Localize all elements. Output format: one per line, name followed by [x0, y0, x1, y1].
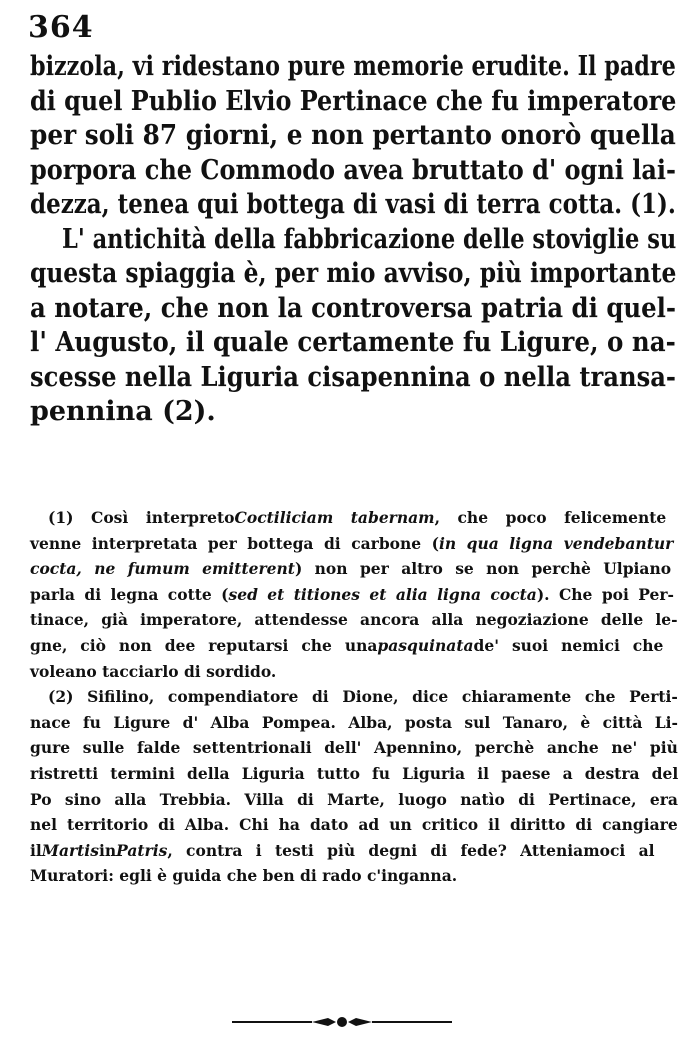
footnote-1-line: parla di legna cotte (sed et titiones et alia ligna cocta). Che poi Per-: [30, 584, 674, 604]
text-line: L' antichità della fabbricazione delle stoviglie su: [62, 223, 677, 255]
footnote-1-line: tinace, già imperatore, attendesse ancora alla negoziazione delle le-: [30, 610, 678, 630]
footnote-1-line: venne interpretata per bottega di carbone (in qua ligna vendebantur: [30, 533, 674, 553]
footnote-2-line: Po sino alla Trebbia. Villa di Marte, luogo natìo di Pertinace, era: [30, 789, 678, 809]
footnote-1-line: voleano tacciarlo di sordido.: [30, 661, 277, 681]
text-line: per soli 87 giorni, e non pertanto onorò quella: [30, 120, 676, 151]
footnote-2-line: ilMartisinPatris, contra i testi più degni di fede? Atteniamoci al: [30, 840, 655, 860]
text-line: bizzola, vi ridestano pure memorie erudite. Il padre: [30, 51, 676, 82]
main-text: [30, 50, 676, 430]
footnote-2-line: nace fu Ligure d' Alba Pompea. Alba, posta sul Tanaro, è città Li-: [30, 712, 678, 732]
footnotes: [30, 505, 678, 889]
footnote-1-line: cocta, ne fumum emitterent) non per altro se non perchè Ulpiano: [30, 559, 672, 579]
footnote-2-line: gure sulle falde settentrionali dell' Apennino, perchè anche ne' più: [30, 738, 678, 758]
footnote-2-line: Muratori: egli è guida che ben di rado c'inganna.: [30, 866, 458, 886]
text-line: porpora che Commodo avea bruttato d' ogni lai-: [30, 154, 676, 186]
footnote-2-line: nel territorio di Alba. Chi ha dato ad un critico il diritto di cangiare: [30, 815, 678, 835]
text-line: dezza, tenea qui bottega di vasi di terra cotta. (1).: [30, 189, 676, 220]
page-number: 364: [28, 10, 94, 45]
footnote-2-line: ristretti termini della Liguria tutto fu Liguria il paese a destra del: [30, 763, 679, 783]
text-line: l' Augusto, il quale certamente fu Ligure, o na-: [30, 327, 676, 358]
footnote-2-line: (2) Sifilino, compendiatore di Dione, dice chiaramente che Perti-: [48, 687, 678, 707]
text-line: a notare, che non la controversa patria di quel-: [30, 292, 677, 324]
footnote-1-line: (1) Così interpretoCoctiliciam tabernam, che poco felicemente: [48, 508, 667, 527]
text-line: scesse nella Liguria cisapennina o nella transa-: [30, 361, 676, 393]
text-line: pennina (2).: [30, 396, 216, 427]
text-line: di quel Publio Elvio Pertinace che fu imperatore: [30, 85, 677, 117]
text-line: questa spiaggia è, per mio avviso, più importante: [30, 258, 677, 289]
tailpiece-ornament: [232, 1012, 452, 1032]
footnote-1-line: gne, ciò non dee reputarsi che unapasquinatade' suoi nemici che: [30, 635, 664, 655]
